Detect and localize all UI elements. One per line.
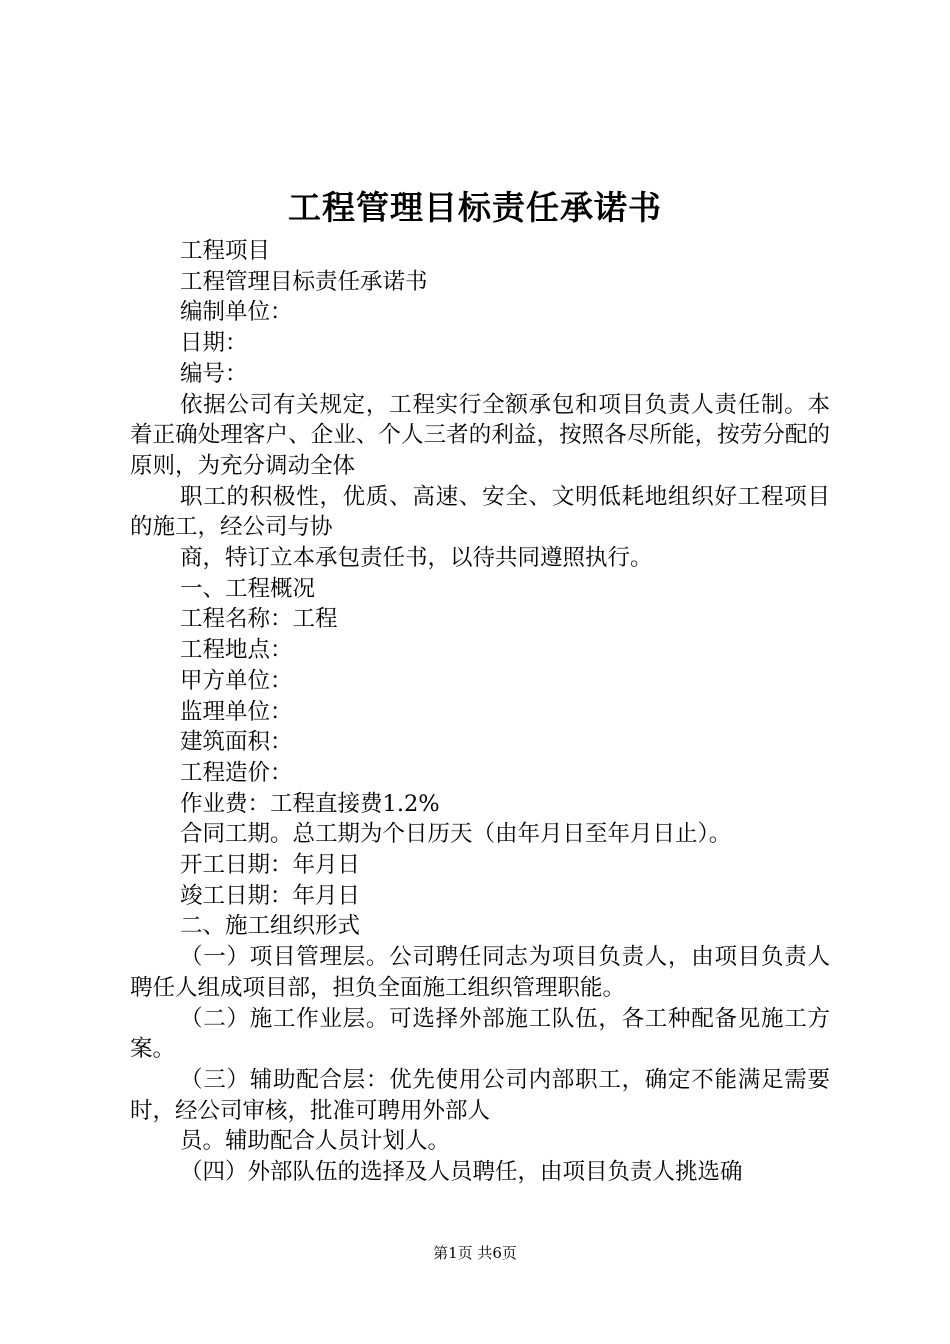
paragraph-compiler: 编制单位： bbox=[180, 299, 293, 326]
document-body bbox=[130, 236, 830, 1188]
paragraph-support-layer-cont: 员。辅助配合人员计划人。 bbox=[180, 1128, 451, 1155]
document-title: 工程管理目标责任承诺书 bbox=[288, 188, 662, 227]
page-footer: 第1页 共6页 bbox=[433, 1244, 517, 1262]
field-operation-fee: 作业费：工程直接费1.2% bbox=[180, 790, 440, 817]
paragraph-external-teams: （四）外部队伍的选择及人员聘任，由项目负责人挑选确 bbox=[180, 1159, 743, 1186]
field-project-cost: 工程造价： bbox=[180, 759, 293, 786]
section-heading-overview: 一、工程概况 bbox=[180, 575, 316, 602]
paragraph-management-layer: （一）项目管理层。公司聘任同志为项目负责人，由项目负责人聘任人组成项目部，担负全面施工组织管理职能。 bbox=[130, 944, 830, 1001]
paragraph-date: 日期： bbox=[180, 330, 248, 357]
paragraph-intro-cont-1: 职工的积极性，优质、高速、安全、文明低耗地组织好工程项目的施工，经公司与协 bbox=[130, 483, 830, 541]
paragraph-subtitle: 工程管理目标责任承诺书 bbox=[180, 268, 428, 295]
section-heading-organization: 二、施工组织形式 bbox=[180, 913, 361, 940]
field-completion-date: 竣工日期：年月日 bbox=[180, 882, 361, 909]
paragraph-operation-layer: （二）施工作业层。可选择外部施工队伍，各工种配备见施工方案。 bbox=[130, 1005, 830, 1063]
field-start-date: 开工日期：年月日 bbox=[180, 852, 361, 879]
paragraph-project: 工程项目 bbox=[180, 238, 271, 264]
paragraph-intro-cont-2: 商，特订立本承包责任书，以待共同遵照执行。 bbox=[180, 545, 653, 572]
field-building-area: 建筑面积： bbox=[180, 729, 293, 756]
field-supervisor: 监理单位： bbox=[180, 698, 293, 725]
field-contract-period: 合同工期。总工期为个日历天（由年月日至年月日止）。 bbox=[180, 821, 732, 848]
paragraph-number: 编号： bbox=[180, 360, 248, 387]
field-project-name: 工程名称：工程 bbox=[180, 606, 338, 633]
field-party-a: 甲方单位： bbox=[180, 667, 293, 694]
paragraph-support-layer: （三）辅助配合层：优先使用公司内部职工，确定不能满足需要时，经公司审核，批准可聘用外部人 bbox=[130, 1066, 830, 1124]
field-project-location: 工程地点： bbox=[180, 637, 293, 664]
paragraph-intro: 依据公司有关规定，工程实行全额承包和项目负责人责任制。本着正确处理客户、企业、个人三者的利益，按照各尽所能，按劳分配的原则，为充分调动全体 bbox=[130, 391, 830, 479]
